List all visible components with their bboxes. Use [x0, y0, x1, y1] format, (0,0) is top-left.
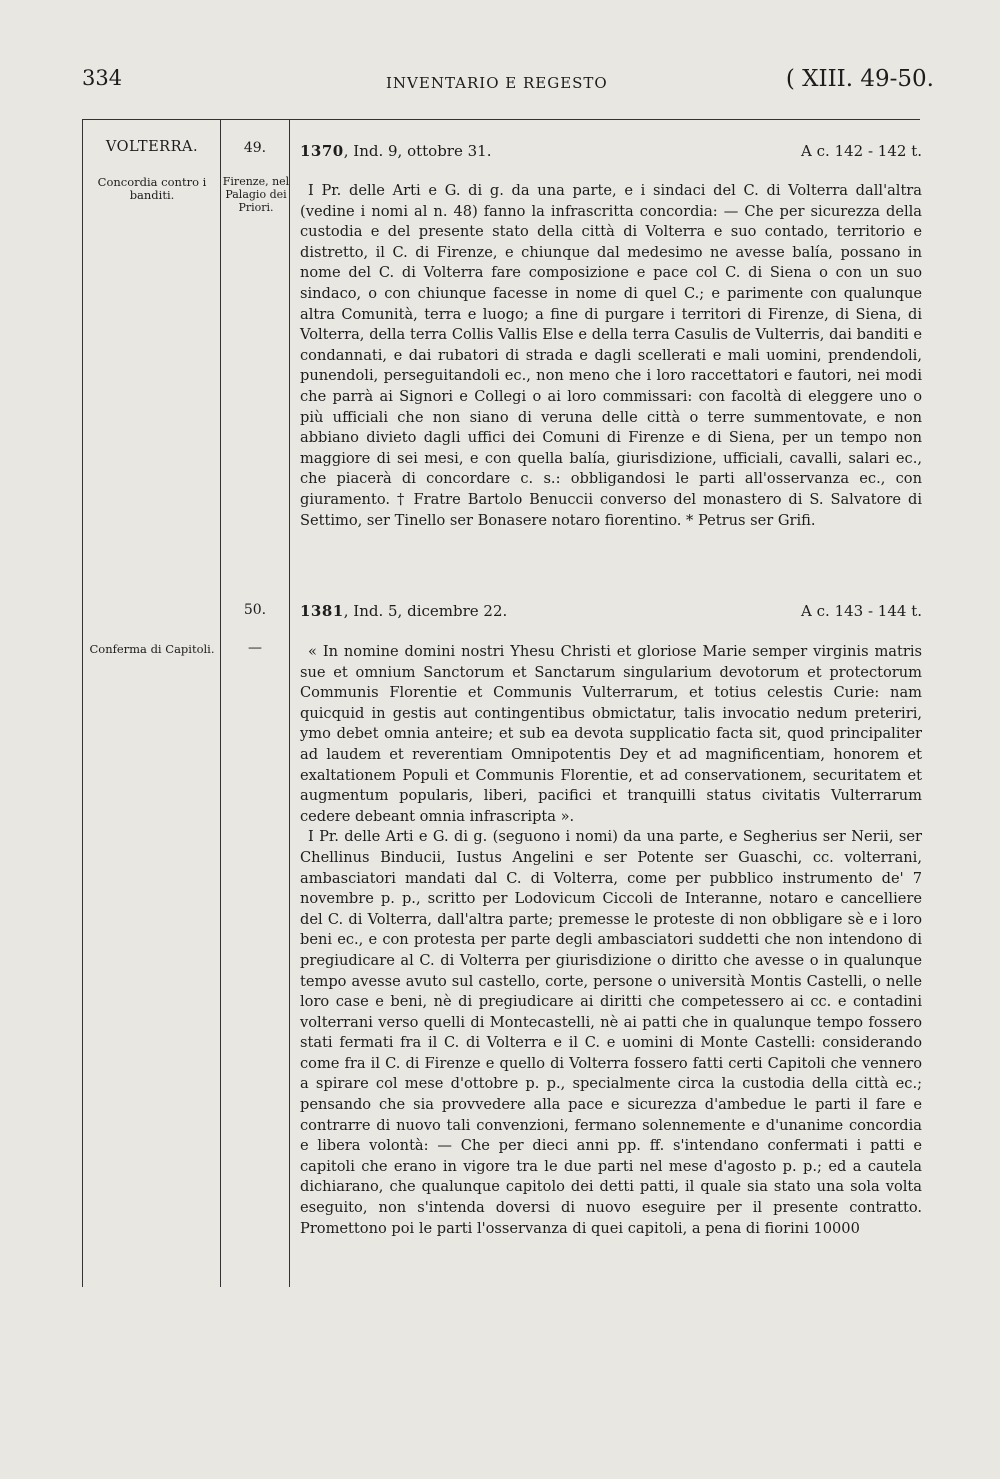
entry-50-paragraph: I Pr. delle Arti e G. di g. (seguono i nomi) da una parte, e Segherius ser Nerii, ser Chellinus Binducii, Iustus Angelini e ser Potente ser Guaschi, cc. volterrani, ambasciatori mandati dal C. di Volterra, come per pubblico instrumento de' 7 novembre p. p., scritto per Lodovicum Ciccoli de Interanne, notaro e cancelliere del C. di Volterra, dall'altra parte; premesse le proteste di non obbligare sè e i loro beni ec., e con protesta per parte degli ambasciatori suddetti che non intendono di pregiudicare al C. di Volterra per giurisdizione o diritto che avesse o in qualunque tempo avesse avuto sul castello, corte, persone o università Montis Castelli, o nelle loro case e beni, nè di pregiudicare ai diritti che competessero ai cc. e contadini volterrani verso quelli di Montecastelli, nè ai patti che in qualunque tempo fossero stati fermati fra il C. di Volterra e il C. e uomini di Monte Castelli: considerando come fra il C. di Firenze e quello di Volterra fossero fatti certi Capitoli che vennero a spirare col mese d'ottobre p. p., specialmente circa la custodia della città ec.; pensando che sia provvedere alla pace e sicurezza d'ambedue le parti il fare e contrarre di nuovo tali convenzioni, fermano solennemente e d'unanime concordia e libera volontà: — Che per dieci anni pp. ff. s'intendano confermati i patti e capitoli che erano in vigore tra le due parti nel mese d'agosto p. p.; ed a cautela dichiarano, che qualunque capitolo dei detti patti, il quale sia stato una sola volta eseguito, non s'intenda doversi di nuovo eseguire per il presente contratto. Promettono poi le parti l'osservanza di quei capitoli, a pena di fiorini 10000	[300, 828, 922, 1237]
entry-49	[300, 141, 922, 531]
entry-49-folio-ref: A c. 142 - 142 t.	[801, 142, 922, 160]
entry-49-body	[300, 181, 922, 531]
entry-49-heading	[300, 141, 922, 165]
column-rule-2	[289, 119, 290, 1287]
entry-49-date: 1370, Ind. 9, ottobre 31.	[300, 142, 492, 160]
place-heading: VOLTERRA.	[105, 139, 199, 155]
entry-49-location: Firenze, nel Palagio dei Priori.	[222, 175, 290, 214]
entry-50-body	[300, 642, 922, 1239]
entry-50-folio-ref: A c. 143 - 144 t.	[801, 602, 922, 620]
entry-50-heading	[300, 601, 922, 625]
entry-49-summary: Concordia contro i banditi.	[97, 175, 207, 202]
entry-50-location: —	[248, 640, 262, 656]
entry-50	[300, 601, 922, 1239]
entry-49-paragraph: I Pr. delle Arti e G. di g. da una parte, e i sindaci del C. di Volterra dall'altra (vedine i nomi al n. 48) fanno la infrascritta concordia: — Che per sicurezza della custodia e del presente stato della città di Volterra e suo contado, territorio e distretto, il C. di Firenze, e chiunque dal medesimo ne avesse balía, possano in nome del C. di Volterra fare composizione e pace col C. di Siena o con un suo sindaco, o con chiunque facesse in nome di quel C.; e parimente con qualunque altra Comunità, terra e luogo; a fine di purgare i territori di Firenze, di Siena, di Volterra, della terra Collis Vallis Else e della terra Casulis de Vulterris, dai banditi e condannati, e dai rubatori di strada e dagli scellerati e mali uomini, prendendoli, punendoli, perseguitandoli ec., non meno che i loro raccettatori e fautori, nei modi che parrà ai Signori e Collegi o ai loro commissari: con facoltà di eleggere uno o più ufficiali che non siano di veruna delle città o terre summentovate, e non abbiano divieto dagli uffici dei Comuni di Firenze e di Siena, per un tempo non maggiore di sei mesi, e con quella balía, giurisdizione, ufficiali, cavalli, salari ec., che piacerà di concordare c. s.: obbligandosi le parti all'osservanza ec., con giuramento. † Fratre Bartolo Benuccii converso del monastero di S. Salvatore di Settimo, ser Tinello ser Bonasere notaro fiorentino. * Petrus ser Grifi.	[300, 182, 922, 529]
page-number: 334	[82, 66, 123, 90]
entry-50-summary: Conferma di Capitoli.	[89, 642, 215, 656]
entry-50-number: 50.	[243, 602, 267, 618]
section-reference: ( XIII. 49-50.	[785, 66, 934, 92]
entry-50-date: 1381, Ind. 5, dicembre 22.	[300, 602, 508, 620]
entry-49-number: 49.	[243, 140, 267, 156]
header-rule	[82, 119, 920, 120]
column-rule-outer	[82, 119, 83, 1287]
entry-50-invocation: « In nomine domini nostri Yhesu Christi et gloriose Marie semper virginis matris sue et omnium Sanctorum et Sanctarum singularium devotorum et protectorum Communis Florentie et Communis Vulterrarum, et totius celestis Curie: nam quicquid in gestis aut contingentibus obmictatur, talis invocatio nedum preteriri, ymo debet omnia anteire; et sub ea devota supplicatio facta sit, quod principaliter ad laudem et reverentiam Omnipotentis Dey et ad magnificentiam, honorem et exaltationem Populi et Communis Florentie, et ad conservationem, securitatem et augmentum popularis, liberi, pacifici et tranquilli status civitatis Vulterrarum cedere debeant omnia infrascripta ».	[300, 643, 922, 825]
column-rule-1	[220, 119, 221, 1287]
page-header	[82, 66, 934, 98]
running-title: INVENTARIO E REGESTO	[386, 74, 608, 92]
